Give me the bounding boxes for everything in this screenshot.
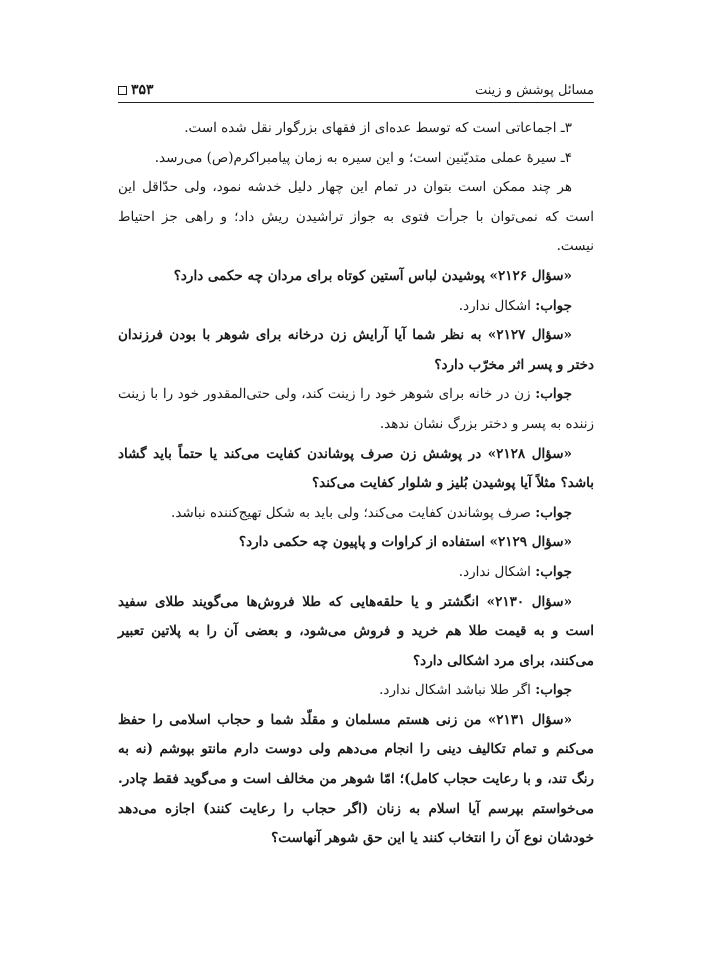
- page-number: [118, 82, 154, 98]
- paragraph: ۳ـ اجماعاتی است که توسط عده‌ای از فقهای بزرگوار نقل شده است.: [184, 120, 572, 136]
- answer-2130: [118, 676, 594, 706]
- answer-2129: [118, 558, 594, 588]
- question-2130: «سؤال ۲۱۳۰» انگشتر و یا حلقه‌هایی که طلا فروش‌ها می‌گویند طلای سفید است و به قیمت طلا هم خرید و فروش می‌شود، و بعضی آن را به پلاتین تعبیر می‌کنند، برای مرد اشکالی دارد؟: [118, 593, 594, 669]
- chapter-title: مسائل پوشش و زینت: [474, 83, 594, 98]
- running-header: [118, 76, 594, 98]
- paragraph: ۴ـ سیرهٔ عملی متدیّنین است؛ و این سیره به زمان پیامبراکرم(ص) می‌رسد.: [154, 149, 572, 166]
- answer-2128: [118, 499, 594, 529]
- answer-text: اشکال ندارد.: [458, 297, 536, 314]
- answer-text: زن در خانه برای شوهر خود را زینت کند، ولی حتی‌المقدور خود را با زینت زننده به پسر و دختر بزرگ نشان ندهد.: [118, 386, 594, 432]
- answer-label: جواب:: [535, 386, 572, 403]
- answer-label: جواب:: [535, 504, 572, 521]
- page-number-value: ۳۵۳: [131, 82, 154, 98]
- answer-label: جواب:: [535, 682, 572, 699]
- question-2128: «سؤال ۲۱۲۸» در پوشش زن صرف پوشاندن کفایت می‌کند یا حتماً باید گشاد باشد؟ مثلاً آیا پوشیدن بُلیز و شلوار کفایت می‌کند؟: [118, 445, 594, 492]
- answer-text: اشکال ندارد.: [458, 563, 536, 580]
- answer-text: اگر طلا نباشد اشکال ندارد.: [379, 682, 536, 699]
- question-2131: «سؤال ۲۱۳۱» من زنی هستم مسلمان و مقلّد شما و حجاب اسلامی را حفظ می‌کنم و تمام تکالیف دینی را انجام می‌دهم ولی دوست دارم مانتو بپوشم (نه به رنگ تند، و با رعایت حجاب کامل)؛ امّا شوهر من مخالف است و می‌گوید فقط چادر. می‌خواستم بپرسم آیا اسلام به زنان (اگر حجاب را رعایت کنند) اجازه می‌دهد خودشان نوع آن را انتخاب کنند یا این حق شوهر آنهاست؟: [118, 711, 594, 847]
- question-2127: «سؤال ۲۱۲۷» به نظر شما آیا آرایش زن درخانه برای شوهر با بودن فرزندان دختر و پسر اثر مخرّب دارد؟: [118, 327, 594, 373]
- square-icon: [118, 86, 127, 95]
- page-body: [118, 114, 594, 854]
- question-2126: «سؤال ۲۱۲۶» پوشیدن لباس آستین کوتاه برای مردان چه حکمی دارد؟: [173, 267, 572, 284]
- header-rule: [118, 102, 594, 103]
- answer-text: صرف پوشاندن کفایت می‌کند؛ ولی باید به شکل تهیج‌کننده نباشد.: [171, 504, 536, 521]
- paragraph: هر چند ممکن است بتوان در تمام این چهار دلیل خدشه نمود، ولی حدّاقل این است که نمی‌توان با جرأت فتوی به جواز تراشیدن ریش داد؛ و راهی جز احتیاط نیست.: [118, 179, 594, 255]
- answer-label: جواب:: [535, 297, 572, 314]
- question-2129: «سؤال ۲۱۲۹» استفاده از کراوات و پاپیون چه حکمی دارد؟: [238, 534, 572, 551]
- answer-2127: [118, 380, 594, 439]
- answer-2126: [118, 292, 594, 322]
- answer-label: جواب:: [535, 563, 572, 580]
